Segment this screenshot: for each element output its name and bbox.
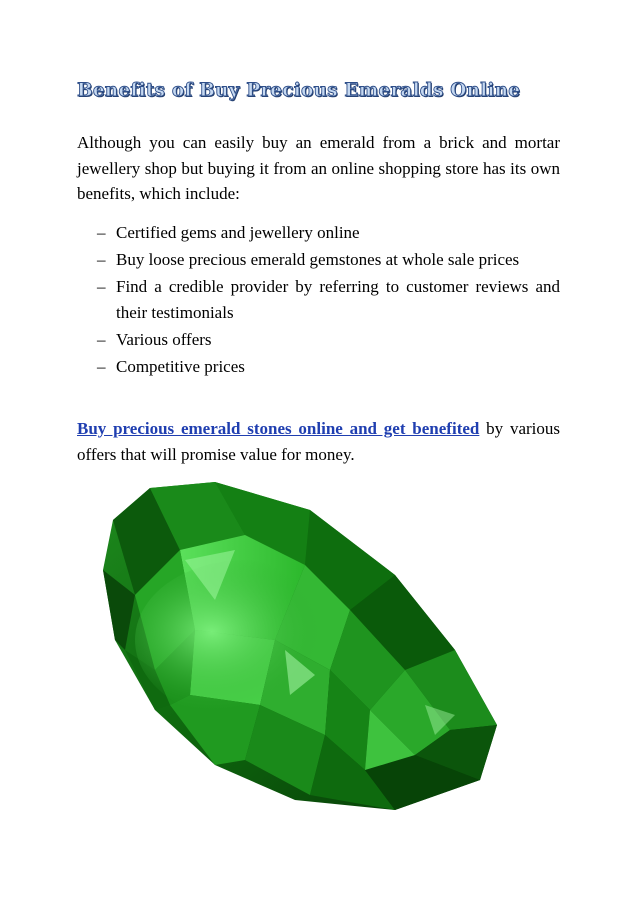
list-item (77, 354, 560, 380)
emerald-stones-link[interactable]: Buy precious emerald stones online and get benefited (77, 419, 480, 438)
closing-text: by various offers that will promise value for money. (77, 419, 560, 464)
emerald-gem-image (95, 480, 505, 815)
list-item (77, 274, 560, 325)
page-title: Benefits of Buy Precious Emeralds Online (77, 80, 521, 101)
closing-paragraph (77, 416, 560, 467)
benefits-list (77, 220, 560, 381)
list-item (77, 327, 560, 353)
list-item (77, 220, 560, 246)
list-dash: – (97, 250, 106, 269)
list-item-text: Find a credible provider by referring to customer reviews and their testimonials (116, 277, 560, 322)
list-item-text: Competitive prices (116, 356, 245, 376)
list-item (77, 247, 560, 273)
list-item-text: Certified gems and jewellery online (116, 223, 360, 242)
list-dash: – (97, 329, 106, 349)
list-item-text: Buy loose precious emerald gemstones at whole sale prices (116, 250, 520, 269)
list-dash: – (97, 223, 106, 242)
list-dash: – (97, 356, 106, 376)
list-item-text: Various offers (116, 329, 212, 349)
intro-paragraph: Although you can easily buy an emerald from a brick and mortar jewellery shop but buying it from an online shopping store has its own benefits, which include: (77, 133, 560, 203)
list-dash: – (97, 277, 106, 296)
